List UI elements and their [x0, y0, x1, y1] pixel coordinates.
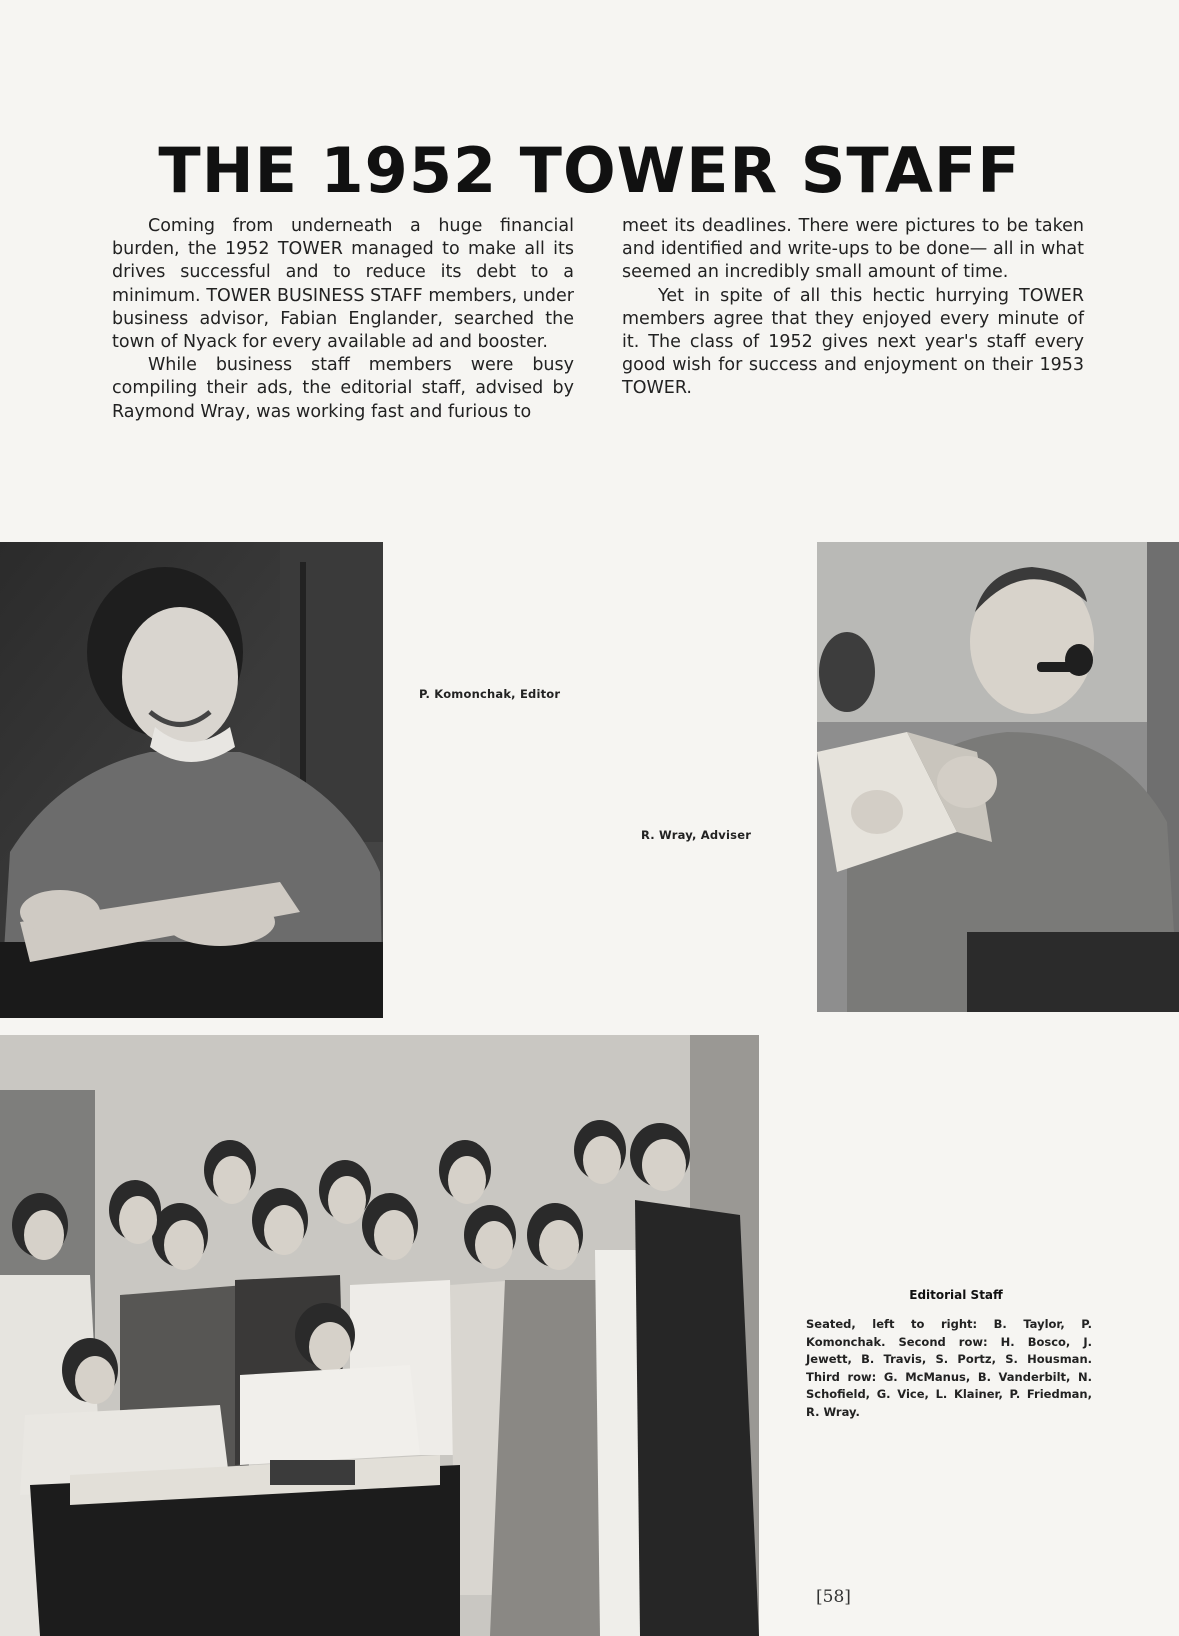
adviser-photo-image: [817, 542, 1179, 1012]
page-number: [58]: [816, 1587, 851, 1607]
editor-photo: [0, 542, 383, 1018]
editorial-staff-heading: Editorial Staff: [909, 1288, 1003, 1302]
article-paragraph: meet its deadlines. There were pictures to be taken and identified and write-ups to be done— all in what seemed an incredibly small amount of time.: [622, 216, 1084, 283]
article-paragraph: Coming from underneath a huge financial burden, the 1952 TOWER managed to make all its drives successful and to reduce its debt to a minimum. TOWER BUSINESS STAFF members, under business advisor, Fabian Englander, searched the town of Nyack for every available ad and booster.: [112, 216, 574, 353]
editorial-staff-caption: Seated, left to right: B. Taylor, P. Komonchak. Second row: H. Bosco, J. Jewett, B. Travis, S. Portz, S. Housman. Third row: G. McManus, B. Vanderbilt, N. Schofield, G. Vice, L. Klainer, P. Friedman, R. Wray.: [806, 1317, 1092, 1419]
page-title: THE 1952 TOWER STAFF: [158, 133, 1021, 207]
editorial-staff-photo-image: [0, 1035, 759, 1636]
article-column-left: [112, 215, 574, 424]
editor-caption: P. Komonchak, Editor: [419, 687, 561, 701]
adviser-caption: R. Wray, Adviser: [641, 828, 752, 842]
article-column-right: [622, 215, 1084, 401]
article-paragraph: While business staff members were busy compiling their ads, the editorial staff, advised by Raymond Wray, was working fast and furious to: [112, 355, 574, 422]
editor-photo-image: [0, 542, 383, 1018]
editorial-staff-photo: [0, 1035, 759, 1636]
adviser-photo: [817, 542, 1179, 1012]
article-paragraph: Yet in spite of all this hectic hurrying TOWER members agree that they enjoyed every minute of it. The class of 1952 gives next year's staff every good wish for success and enjoyment on their 1953 TOWER.: [622, 285, 1084, 399]
